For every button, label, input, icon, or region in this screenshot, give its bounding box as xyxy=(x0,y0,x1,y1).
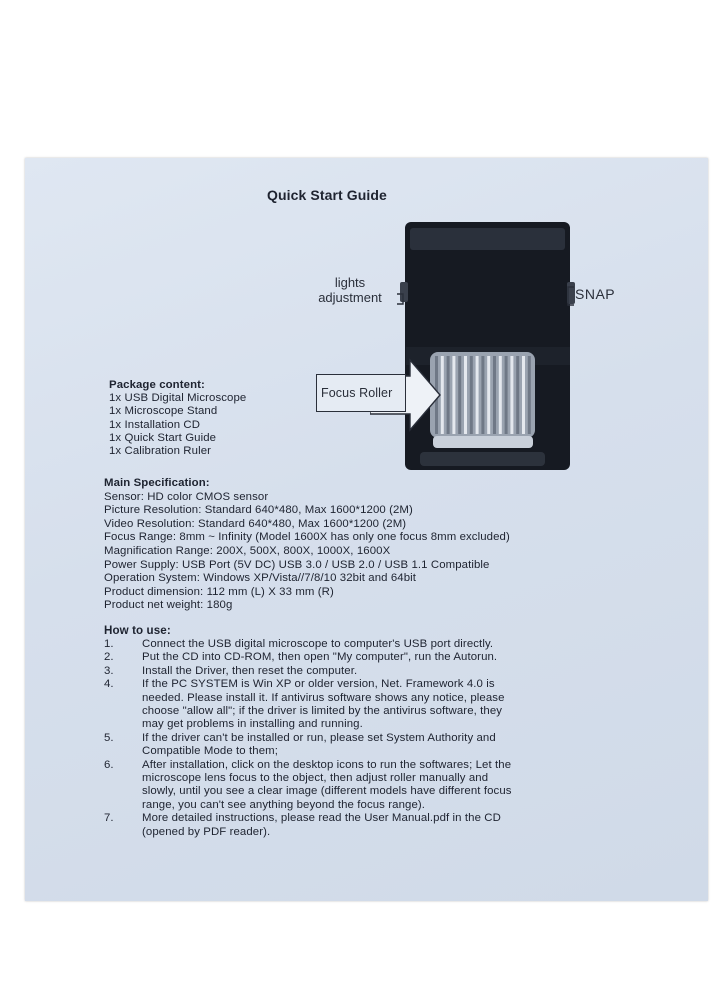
roller-rib xyxy=(493,356,496,434)
step-line: After installation, click on the desktop icons to run the softwares; Let the xyxy=(142,758,512,771)
package-item: 1x Installation CD xyxy=(109,418,201,431)
howto-steps xyxy=(104,638,664,839)
step-line: choose "allow all"; if the driver is limited by the antivirus software, they xyxy=(142,705,503,718)
roller-rib xyxy=(516,356,519,434)
roller-rib xyxy=(510,356,513,434)
roller-rib xyxy=(481,356,484,434)
step-number: 6. xyxy=(104,758,114,771)
howto-step xyxy=(104,759,664,813)
roller-rib xyxy=(499,356,502,434)
howto-step xyxy=(104,651,664,664)
howto-step xyxy=(104,638,664,651)
step-number: 4. xyxy=(104,678,114,691)
roller-rib xyxy=(458,356,461,434)
step-number: 1. xyxy=(104,638,114,650)
roller-ring xyxy=(433,436,533,448)
step-line: Connect the USB digital microscope to computer's USB port directly. xyxy=(142,638,494,650)
step-number: 5. xyxy=(104,731,114,744)
roller-rib xyxy=(470,356,473,434)
lights-bracket-icon xyxy=(395,293,407,305)
roller-rib xyxy=(487,356,490,434)
roller-rib xyxy=(452,356,455,434)
snap-label: SNAP xyxy=(575,286,616,302)
step-line: range, you can't see anything beyond the focus range). xyxy=(142,798,426,811)
roller-rib xyxy=(528,356,531,434)
spec-line: Picture Resolution: Standard 640*480, Max 1600*1200 (2M) xyxy=(104,504,413,517)
package-item: 1x Calibration Ruler xyxy=(109,445,212,458)
spec-line: Product dimension: 112 mm (L) X 33 mm (R) xyxy=(104,585,334,598)
package-content xyxy=(109,379,246,458)
roller-rib xyxy=(522,356,525,434)
howto-step xyxy=(104,665,664,678)
microscope-top xyxy=(410,228,565,250)
step-line: If the driver can't be installed or run, please set System Authority and xyxy=(142,731,496,744)
spec-line: Focus Range: 8mm ~ Infinity (Model 1600X has only one focus 8mm excluded) xyxy=(104,531,510,544)
step-line: (opened by PDF reader). xyxy=(142,825,271,838)
main-specification xyxy=(104,477,510,613)
spec-line: Sensor: HD color CMOS sensor xyxy=(104,490,269,503)
package-heading: Package content: xyxy=(109,379,205,391)
spec-line: Product net weight: 180g xyxy=(104,599,233,612)
step-line: More detailed instructions, please read the User Manual.pdf in the CD xyxy=(142,812,501,825)
step-line: Put the CD into CD-ROM, then open "My computer", run the Autorun. xyxy=(142,651,498,664)
howto-step xyxy=(104,678,664,732)
lights-adjustment-label xyxy=(300,275,400,305)
package-item: 1x Quick Start Guide xyxy=(109,431,217,444)
step-line: slowly, until you see a clear image (different models have different focus xyxy=(142,785,512,798)
howto-step xyxy=(104,732,664,759)
step-line: Install the Driver, then reset the computer. xyxy=(142,664,358,677)
step-number: 3. xyxy=(104,664,114,677)
howto-step xyxy=(104,812,664,839)
lights-label-line: lights xyxy=(334,275,366,290)
spec-line: Video Resolution: Standard 640*480, Max 1600*1200 (2M) xyxy=(104,517,407,530)
lights-label-line: adjustment xyxy=(318,290,382,305)
package-item: 1x Microscope Stand xyxy=(109,405,218,418)
step-line: microscope lens focus to the object, then adjust roller manually and xyxy=(142,772,489,785)
spec-heading: Main Specification: xyxy=(104,477,210,489)
package-item: 1x USB Digital Microscope xyxy=(109,392,247,405)
spec-line: Power Supply: USB Port (5V DC) USB 3.0 / USB 2.0 / USB 1.1 Compatible xyxy=(104,558,490,571)
step-line: needed. Please install it. If antivirus software shows any notice, please xyxy=(142,691,505,704)
roller-rib xyxy=(464,356,467,434)
step-number: 2. xyxy=(104,651,114,664)
step-line: may get problems in installing and running. xyxy=(142,718,363,731)
microscope-illustration xyxy=(300,222,600,482)
focus-roller-label: Focus Roller xyxy=(321,386,393,400)
roller-rib xyxy=(476,356,479,434)
spec-line: Magnification Range: 200X, 500X, 800X, 1000X, 1600X xyxy=(104,544,391,557)
document-title: Quick Start Guide xyxy=(267,187,387,203)
step-line: If the PC SYSTEM is Win XP or older version, Net. Framework 4.0 is xyxy=(142,678,495,691)
spec-line: Operation System: Windows XP/Vista//7/8/10 32bit and 64bit xyxy=(104,572,417,585)
howto-heading: How to use: xyxy=(104,624,171,637)
roller-rib xyxy=(505,356,508,434)
step-number: 7. xyxy=(104,812,114,825)
step-line: Compatible Mode to them; xyxy=(142,745,278,758)
